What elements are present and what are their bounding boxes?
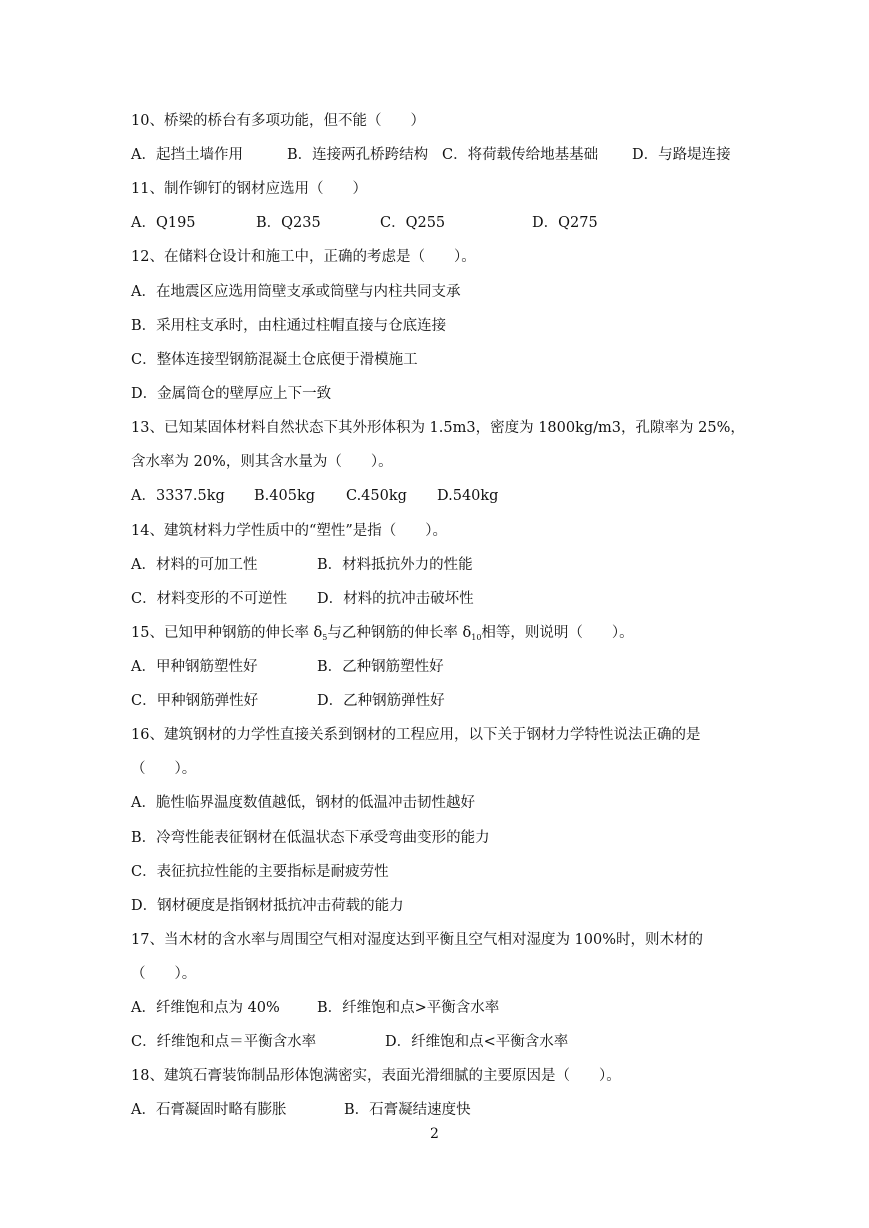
question-11-option-d: D．Q275 — [532, 215, 598, 231]
question-16-option-c: C．表征抗拉性能的主要指标是耐疲劳性 — [131, 864, 389, 880]
question-14-option-d: D．材料的抗冲击破坏性 — [317, 591, 474, 607]
page-number: 2 — [430, 1126, 439, 1142]
question-12-option-a: A．在地震区应选用筒壁支承或筒壁与内柱共同支承 — [131, 284, 461, 300]
question-10-stem: 10、桥梁的桥台有多项功能，但不能（ ） — [131, 113, 425, 129]
question-11-option-b: B．Q235 — [256, 215, 321, 231]
question-13-stem-line1: 13、已知某固体材料自然状态下其外形体积为 1.5m3，密度为 1800kg/m3，孔隙率为 25%， — [131, 420, 745, 436]
question-12-stem: 12、在储料仓设计和施工中，正确的考虑是（ ）。 — [131, 249, 476, 265]
question-10-option-a: A．起挡土墙作用 — [131, 147, 243, 163]
question-15-option-d: D．乙种钢筋弹性好 — [317, 693, 445, 709]
question-11-option-c: C．Q255 — [380, 215, 446, 231]
question-15-option-a: A．甲种钢筋塑性好 — [131, 659, 258, 675]
question-18-stem: 18、建筑石膏装饰制品形体饱满密实，表面光滑细腻的主要原因是（ ）。 — [131, 1068, 621, 1084]
question-16-stem-line2: （ ）。 — [131, 761, 197, 777]
question-12-option-c: C．整体连接型钢筋混凝土仓底便于滑模施工 — [131, 352, 418, 368]
question-15-subscript-5: 5 — [322, 633, 328, 642]
question-17-option-c: C．纤维饱和点＝平衡含水率 — [131, 1034, 317, 1050]
question-13-option-a: A．3337.5kg — [131, 488, 225, 504]
question-13-option-d: D.540kg — [437, 488, 499, 504]
question-14-option-b: B．材料抵抗外力的性能 — [317, 557, 473, 573]
question-13-option-c: C.450kg — [346, 488, 407, 504]
question-15-option-b: B．乙种钢筋塑性好 — [317, 659, 444, 675]
question-15-stem-part3: 相等，则说明（ ）。 — [481, 625, 634, 641]
question-17-option-b: B．纤维饱和点>平衡含水率 — [317, 1000, 500, 1016]
question-10-option-b: B．连接两孔桥跨结构 — [287, 147, 429, 163]
question-15-option-c: C．甲种钢筋弹性好 — [131, 693, 259, 709]
question-11-option-a: A．Q195 — [131, 215, 196, 231]
question-15-stem — [131, 623, 634, 648]
question-15-subscript-10: 10 — [471, 633, 482, 642]
question-14-option-c: C．材料变形的不可逆性 — [131, 591, 288, 607]
question-18-option-b: B．石膏凝结速度快 — [344, 1102, 471, 1118]
question-17-stem-line1: 17、当木材的含水率与周围空气相对湿度达到平衡且空气相对湿度为 100%时，则木材的 — [131, 932, 704, 948]
question-17-option-a: A．纤维饱和点为 40% — [131, 1000, 280, 1016]
question-14-option-a: A．材料的可加工性 — [131, 557, 258, 573]
question-10-option-d: D．与路堤连接 — [632, 147, 731, 163]
question-16-option-d: D．钢材硬度是指钢材抵抗冲击荷载的能力 — [131, 898, 404, 914]
question-13-stem-line2: 含水率为 20%，则其含水量为（ ）。 — [131, 454, 393, 470]
question-15-stem-part1: 15、已知甲种钢筋的伸长率 δ — [131, 625, 323, 641]
question-16-stem-line1: 16、建筑钢材的力学性直接关系到钢材的工程应用，以下关于钢材力学特性说法正确的是 — [131, 727, 701, 743]
question-12-option-d: D．金属筒仓的壁厚应上下一致 — [131, 386, 332, 402]
question-15-stem-part2: 与乙种钢筋的伸长率 δ — [327, 625, 472, 641]
question-10-option-c: C．将荷载传给地基基础 — [442, 147, 599, 163]
question-18-option-a: A．石膏凝固时略有膨胀 — [131, 1102, 287, 1118]
question-17-stem-line2: （ ）。 — [131, 966, 197, 982]
question-17-option-d: D．纤维饱和点<平衡含水率 — [385, 1034, 569, 1050]
question-12-option-b: B．采用柱支承时，由柱通过柱帽直接与仓底连接 — [131, 318, 447, 334]
question-14-stem: 14、建筑材料力学性质中的“塑性”是指（ ）。 — [131, 523, 448, 539]
question-13-option-b: B.405kg — [254, 488, 316, 504]
question-16-option-a: A．脆性临界温度数值越低，钢材的低温冲击韧性越好 — [131, 795, 475, 811]
question-11-stem: 11、制作铆钉的钢材应选用（ ） — [131, 181, 367, 197]
question-16-option-b: B．冷弯性能表征钢材在低温状态下承受弯曲变形的能力 — [131, 830, 490, 846]
